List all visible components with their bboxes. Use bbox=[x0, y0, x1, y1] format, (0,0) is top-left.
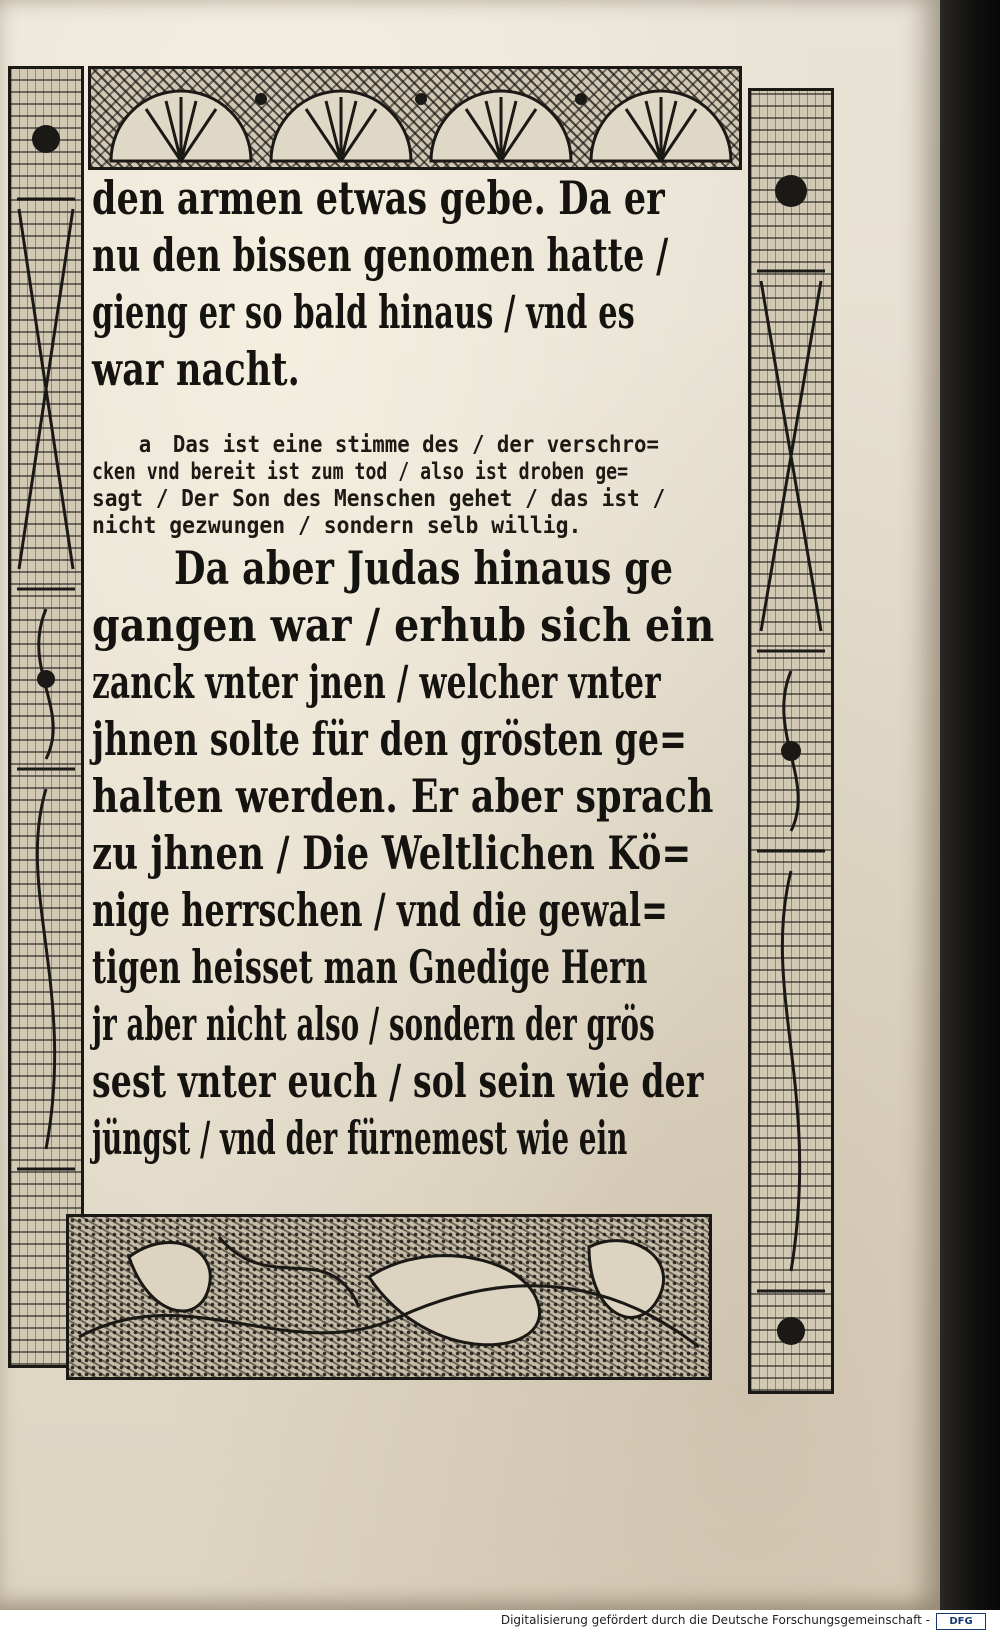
left-column-ornament bbox=[8, 66, 84, 1368]
bottom-ornament-woodcut bbox=[66, 1214, 712, 1380]
footer-credit: Digitalisierung gefördert durch die Deutsche Forschungsgemeinschaft - bbox=[500, 1613, 930, 1627]
text-line: jr aber nicht also / sondern der grös bbox=[92, 997, 655, 1051]
column-motif-icon bbox=[751, 91, 831, 1391]
scanner-background bbox=[940, 0, 1000, 1632]
text-line: war nacht. bbox=[92, 342, 300, 396]
text-line: gangen war / erhub sich ein bbox=[92, 598, 715, 652]
right-column-ornament bbox=[748, 88, 834, 1394]
gloss-text: Das ist eine stimme des / der verschro= bbox=[172, 432, 659, 458]
foliage-cherub-icon bbox=[69, 1217, 709, 1377]
text-line: jüngst / vnd der fürnemest wie ein bbox=[92, 1111, 628, 1165]
gloss-marker: a bbox=[138, 432, 152, 458]
text-line: zu jhnen / Die Weltlichen Kö= bbox=[92, 826, 692, 880]
gloss-line bbox=[92, 432, 668, 459]
gloss-line: sagt / Der Son des Menschen gehet / das ist / bbox=[92, 486, 666, 512]
column-motif-icon bbox=[11, 69, 81, 1365]
text-line: halten werden. Er aber sprach bbox=[92, 769, 714, 823]
rosette-ornament-icon bbox=[91, 69, 739, 167]
main-text-block bbox=[92, 170, 732, 1167]
dfg-logo: DFG bbox=[936, 1613, 986, 1630]
gloss-line: cken vnd bereit ist zum tod / also ist droben ge= bbox=[92, 459, 629, 485]
text-line: sest vnter euch / sol sein wie der bbox=[92, 1054, 704, 1108]
text-line: Da aber Judas hinaus ge bbox=[174, 541, 674, 595]
text-line: zanck vnter jnen / welcher vnter bbox=[92, 655, 661, 709]
text-line: nu den bissen genomen hatte / bbox=[92, 228, 669, 282]
text-line: tigen heisset man Gnedige Hern bbox=[92, 940, 648, 994]
text-line: den armen etwas gebe. Da er bbox=[92, 171, 665, 225]
text-line: gieng er so bald hinaus / vnd es bbox=[92, 285, 635, 339]
digitization-footer bbox=[0, 1610, 1000, 1632]
text-line: jhnen solte für den grösten ge= bbox=[92, 712, 687, 766]
gloss-line: nicht gezwungen / sondern selb willig. bbox=[92, 513, 582, 539]
text-line: nige herrschen / vnd die gewal= bbox=[92, 883, 668, 937]
top-ornament-border bbox=[88, 66, 742, 170]
